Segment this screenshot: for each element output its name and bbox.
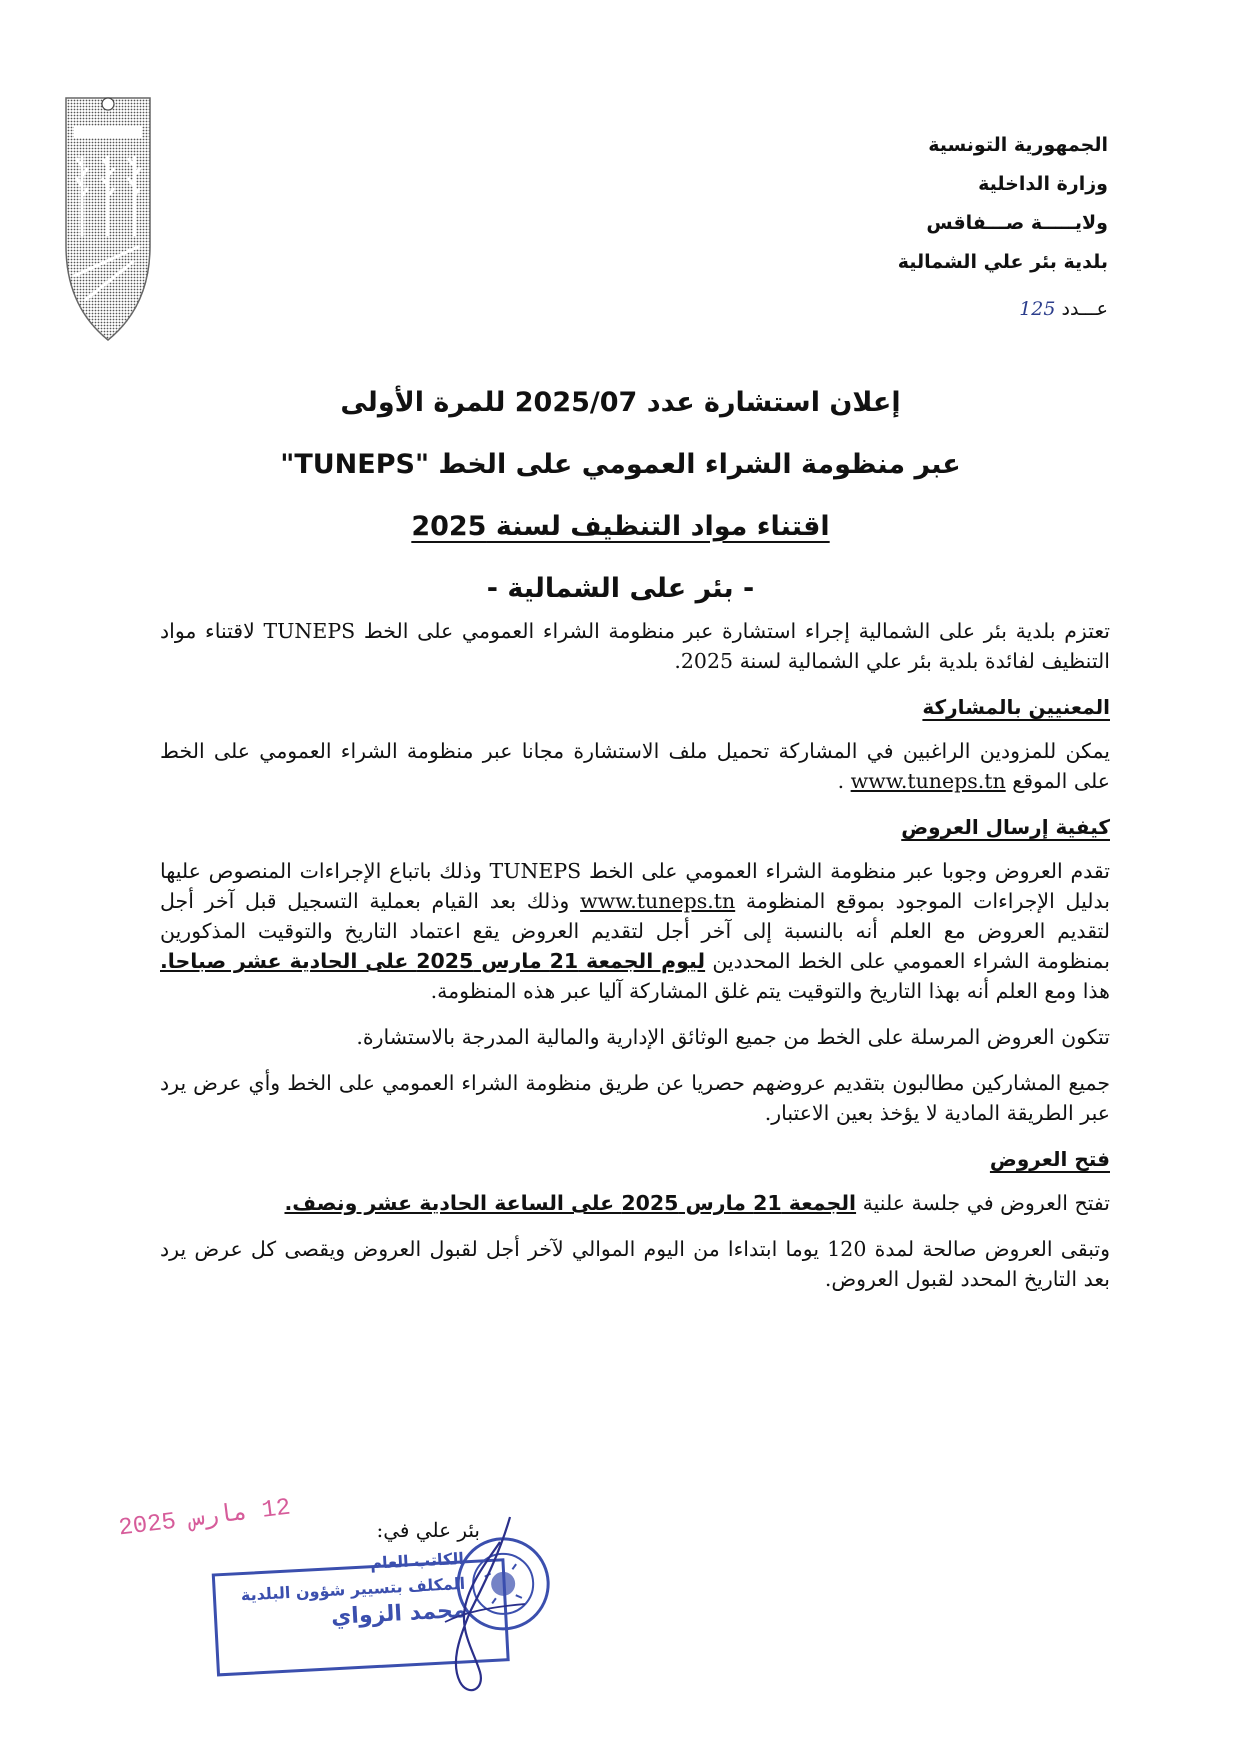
documents-paragraph: تتكون العروض المرسلة على الخط من جميع الوثائق الإدارية والمالية المدرجة بالاستشارة. — [356, 1025, 1110, 1049]
stamp-title: الكاتب العام — [369, 1548, 465, 1573]
section-submission-text — [160, 856, 1110, 1006]
date-stamp: 12 مارس 2025 — [117, 1494, 293, 1543]
title-consultation: إعلان استشارة عدد 2025/07 للمرة الأولى — [340, 387, 901, 418]
submission-text-c: هذا ومع العلم أنه بهذا التاريخ والتوقيت يتم غلق المشاركة آليا عبر هذه المنظومة. — [430, 979, 1110, 1003]
section-opening-text — [160, 1188, 1110, 1218]
announcement-titles — [130, 372, 1111, 620]
reference-value: 125 — [1019, 298, 1056, 320]
intro-paragraph: تعتزم بلدية بئر على الشمالية إجراء استشارة عبر منظومة الشراء العمومي على الخط TUNEPS لاقتناء مواد التنظيف لفائدة بلدية بئر علي الشمالية لسنة 2025. — [160, 619, 1110, 673]
title-location: - بئر على الشمالية - — [486, 573, 755, 604]
section-opening-title: فتح العروض — [989, 1147, 1110, 1171]
reference-number — [748, 290, 1108, 329]
opening-text: تفتح العروض في جلسة علنية — [862, 1191, 1110, 1215]
submission-text-b: وذلك بعد القيام بعملية التسجيل قبل آخر أجل لتقديم العروض مع العلم أنه بالنسبة إلى آخر أجل لتقديم العروض يقع اعتماد التاريخ والتوقيت المذكورين بمنظومة الشراء العمومي على الخط المحددين — [160, 889, 1110, 973]
signature-icon — [430, 1512, 540, 1702]
title-tuneps: عبر منظومة الشراء العمومي على الخط "TUNEPS" — [280, 449, 961, 480]
place-date-label: بئر علي في: — [376, 1518, 480, 1542]
header-governorate: ولايـــــة صـــفاقس — [926, 212, 1108, 234]
reference-label: عـــدد — [1061, 298, 1108, 320]
stamp-name: محمد الزواي — [330, 1597, 468, 1630]
tuneps-link-2[interactable]: www.tuneps.tn — [580, 889, 736, 913]
municipality-emblem-icon — [64, 96, 152, 342]
header-ministry: وزارة الداخلية — [978, 173, 1108, 195]
announcement-body — [160, 616, 1110, 1310]
header-country: الجمهورية التونسية — [928, 134, 1108, 156]
header-municipality: بلدية بئر علي الشمالية — [897, 251, 1108, 273]
letterhead — [748, 126, 1108, 329]
validity-paragraph: وتبقى العروض صالحة لمدة 120 يوما ابتداءا من اليوم الموالي لآخر أجل لقبول العروض ويقصى كل عرض يرد بعد التاريخ المحدد لقبول العروض. — [160, 1237, 1110, 1291]
section-participants-text — [160, 736, 1110, 796]
title-subject-text: اقتناء مواد التنظيف لسنة 2025 — [411, 511, 830, 542]
submission-deadline: ليوم الجمعة 21 مارس 2025 على الحادية عشر صباحا. — [160, 949, 706, 973]
submission-text-a: تقدم العروض وجوبا عبر منظومة الشراء العمومي على الخط TUNEPS وذلك باتباع الإجراءات المنصوص عليها بدليل الإجراءات الموجود بموقع المنظومة — [160, 859, 1110, 913]
participants-text: يمكن للمزودين الراغبين في المشاركة تحميل ملف الاستشارة مجانا عبر منظومة الشراء العمومي على الخط على الموقع — [160, 739, 1110, 793]
participants-paragraph: جميع المشاركين مطالبون بتقديم عروضهم حصريا عن طريق منظومة الشراء العمومي على الخط وأي عرض يرد عبر الطريقة المادية لا يؤخذ بعين الاعتبار. — [160, 1071, 1110, 1125]
stamp-role: المكلف بتسيير شؤون البلدية — [240, 1573, 466, 1605]
tuneps-link[interactable]: www.tuneps.tn — [850, 769, 1006, 793]
participants-end: . — [837, 769, 851, 793]
opening-date: الجمعة 21 مارس 2025 على الساعة الحادية عشر ونصف. — [284, 1191, 857, 1215]
title-subject — [130, 496, 1111, 558]
section-submission-title: كيفية إرسال العروض — [901, 815, 1110, 839]
section-participants-title: المعنيين بالمشاركة — [922, 695, 1110, 719]
